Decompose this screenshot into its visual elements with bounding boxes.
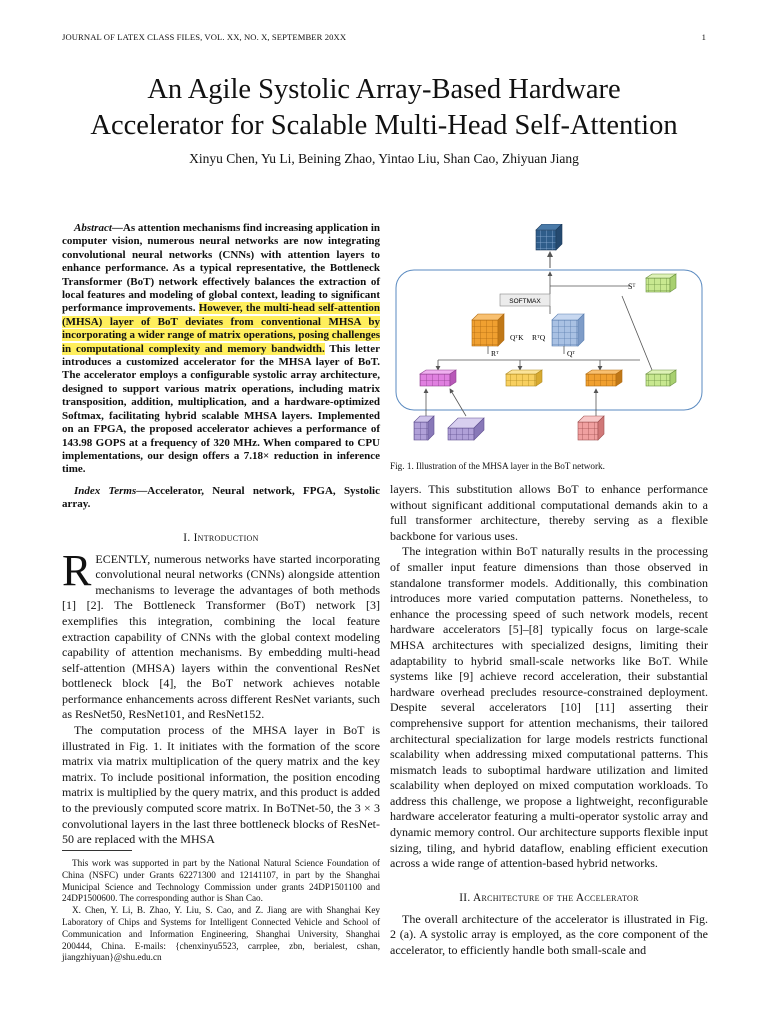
footnote-affiliation: X. Chen, Y. Li, B. Zhao, Y. Liu, S. Cao, and Z. Jiang are with Shanghai Key Laboratory of Chips and Systems for Intelligent Connected Vehicle and School of Communication and Information Engineering, Shanghai University, Shanghai 200444, China. E-mails: {chenxinyu5523, carrplee, zbn, berialest, cshan, jiangzhiyuan}@shu.edu.cn bbox=[62, 905, 380, 963]
qtk-label: QᵀK bbox=[510, 333, 524, 342]
st-label: Sᵀ bbox=[628, 282, 636, 291]
input-tensor-lavender-icon bbox=[414, 416, 434, 440]
green-tensor-icon bbox=[646, 370, 676, 386]
abstract bbox=[62, 222, 380, 477]
yellow-tensor-icon bbox=[506, 370, 542, 386]
footnote-rule bbox=[62, 850, 132, 851]
left-column bbox=[62, 222, 380, 848]
journal-name: JOURNAL OF LATEX CLASS FILES, VOL. XX, NO. X, SEPTEMBER 20XX bbox=[62, 32, 347, 42]
st-tensor-icon bbox=[646, 274, 676, 292]
input-arrow-2 bbox=[450, 389, 466, 416]
architecture-heading: II. Architecture of the Accelerator bbox=[459, 891, 639, 904]
index-terms-text: —Accelerator, Neural network, FPGA, Systolic array. bbox=[62, 484, 380, 511]
right-column bbox=[390, 482, 708, 959]
intro-p1-text: ECENTLY, numerous networks have started incorporating convolutional neural networks (CNNs) alongside attention mechanisms to leverage the advantages of both methods [1] [2]. The Bottleneck Transformer (BoT) network [3] exemplifies this integration, combining the local feature extraction capability of CNNs with the global context modeling capability of attention mechanisms. By embedding multi-head self-attention (MHSA) layers within the conventional ResNet bottleneck block [4], the BoT network achieves notable performance enhancements across different ResNet variants, such as ResNet50, ResNet101, and ResNet152. bbox=[62, 551, 380, 722]
softmax-label: SOFTMAX bbox=[509, 298, 541, 305]
pink-tensor-icon bbox=[420, 370, 456, 386]
rt-label: Rᵀ bbox=[491, 349, 499, 358]
right-paragraph-1: layers. This substitution allows BoT to enhance performance without significant additional computational demands akin to a full transformer architecture, thereby serving as a flexible backbone for various uses. bbox=[390, 482, 708, 543]
rtq-tensor-icon bbox=[552, 314, 584, 346]
footnote-funding: This work was supported in part by the National Natural Science Foundation of China (NSFC) under Grants 62271300 and 12141107, in part by the Shanghai Municipal Science and Technology Commission under grants 24DP1501100 and 24DP1500600. The corresponding author is Shan Cao. bbox=[62, 858, 380, 904]
title-line-2: Accelerator for Scalable Multi-Head Self-Attention bbox=[90, 110, 678, 141]
index-terms-label: Index Terms bbox=[74, 484, 137, 497]
abstract-label: Abstract bbox=[74, 222, 112, 234]
input-tensor-flat-icon bbox=[448, 418, 484, 440]
paper-title bbox=[40, 72, 728, 144]
architecture-paragraph-1: The overall architecture of the accelerator is illustrated in Fig. 2 (a). A systolic array is employed, as the core component of the accelerator, to efficiently handle both small-scale and bbox=[390, 911, 708, 958]
dropcap: R bbox=[62, 545, 92, 595]
abstract-highlight: However, the multi-head self-attention (MHSA) layer of BoT deviates from conventional MHSA by incorporating a wider range of matrix operations, posing challenges in computational complexity and memory bandwidth. bbox=[62, 302, 380, 355]
mhsa-diagram bbox=[390, 224, 708, 446]
footnote bbox=[62, 858, 380, 964]
green-diagonal bbox=[622, 296, 652, 370]
abstract-text-after: This letter introduces a customized accelerator for the MHSA layer of BoT. The accelerator employs a configurable systolic array architecture, designed to support various matrix operations, including matrix transposition, addition, multiplication, and a hardware-optimized Softmax, facilitating hybrid scalable MHSA layers. Implemented on an FPGA, the proposed accelerator achieves a performance of 143.98 GOPS at a frequency of 320 MHz. When compared to CPU implementations, our design offers a 7.18× reduction in inference time. bbox=[62, 342, 380, 476]
mhsa-figure bbox=[390, 224, 708, 446]
title-line-1: An Agile Systolic Array-Based Hardware bbox=[147, 74, 621, 105]
intro-heading: I. Introduction bbox=[183, 531, 259, 544]
rtq-label: RᵀQ bbox=[532, 333, 546, 342]
abstract-text-before: —As attention mechanisms find increasing application in computer vision, numerous neural networks are now integrating convolutional neural networks (CNNs) with attention layers to enhance performance. As a typical representative, the Bottleneck Transformer (BoT) network effectively balances the extraction of local features and modeling of global context, leading to significant performance improvements. bbox=[62, 222, 381, 315]
page-number: 1 bbox=[701, 32, 706, 42]
intro-paragraph-1 bbox=[62, 545, 380, 724]
output-tensor-icon bbox=[536, 224, 562, 250]
orange-tensor-icon bbox=[586, 370, 622, 386]
qt-label: Qᵀ bbox=[567, 349, 576, 358]
intro-paragraph-2: The computation process of the MHSA layer in BoT is illustrated in Fig. 1. It initiates with the formation of the score matrix via matrix multiplication of the query matrix and the key matrix. To include positional information, the position encoding matrix is multiplied by the query matrix, and this product is added to the previously computed score matrix. In BoTNet-50, the 3 × 3 convolutional layers in the last three bottleneck blocks of ResNet-50 are replaced with the MHSA bbox=[62, 723, 380, 847]
running-head bbox=[62, 32, 706, 42]
author-list: Xinyu Chen, Yu Li, Beining Zhao, Yintao Liu, Shan Cao, Zhiyuan Jiang bbox=[189, 151, 579, 166]
index-terms bbox=[62, 485, 380, 512]
right-paragraph-2: The integration within BoT naturally results in the processing of smaller input feature dimensions than those observed in standalone transformer models. Additionally, this combination introduces more varied computation patterns. Nonetheless, to enhance the processing speed of such network models, recent hardware accelerators [5]–[8] typically focus on large-scale MHSA architectures with specialized designs, limiting their adaptability to hybrid small-scale networks like BoT. While systems like [9] achieve record acceleration, their substantial hardware overhead precludes resource-constrained deployment. Despite several accelerators [10] [11] asserting their comprehensive support for attention mechanisms, their tailored architectural specialization for large models restricts functional scalability when addressing mixed computational patterns. This mismatch leads to suboptimal hardware utilization and limited scalability when deployed on mixed computation workloads. To address this challenge, we propose a lightweight, reconfigurable hardware accelerator featuring a multi-operator systolic array and dynamic memory control. Our architecture supports flexible input sizing, tiling, and hybrid dataflow, enabling efficient execution across a wide range of attention-based hybrid networks. bbox=[390, 544, 708, 871]
figure-caption: Fig. 1. Illustration of the MHSA layer in the BoT network. bbox=[390, 461, 605, 471]
qtk-tensor-icon bbox=[472, 314, 504, 346]
input-tensor-salmon-icon bbox=[578, 416, 604, 440]
